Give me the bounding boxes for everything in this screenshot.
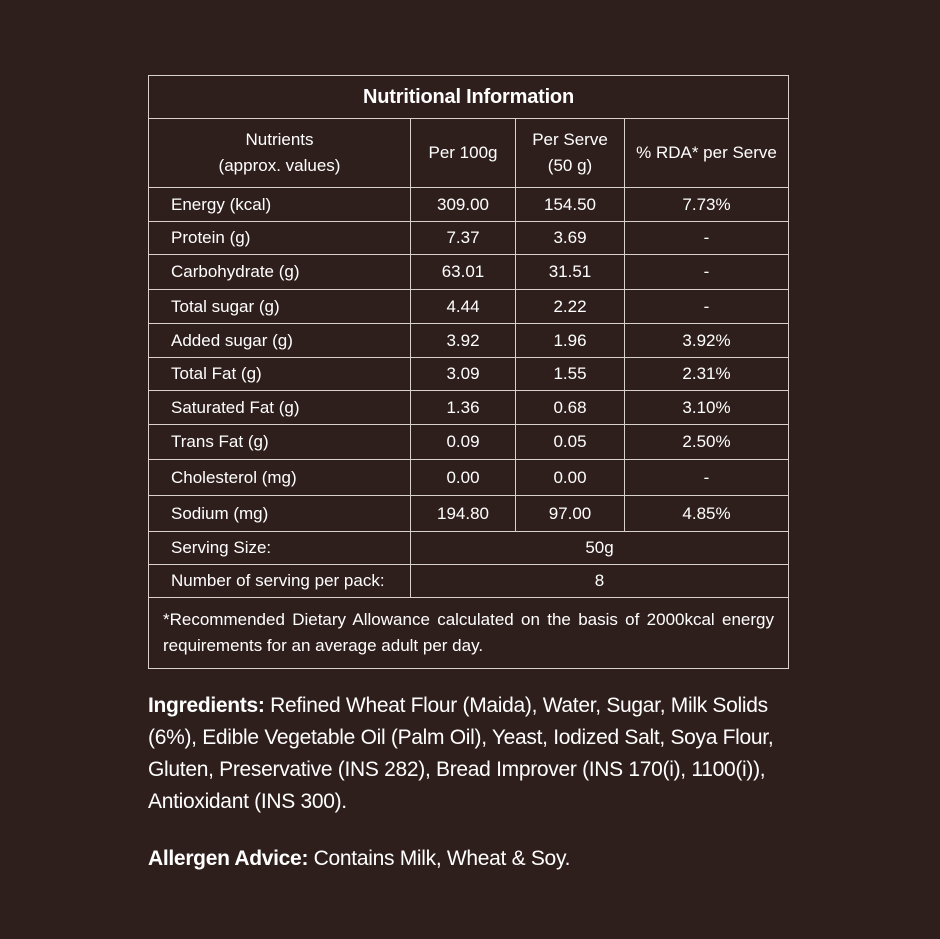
nutrient-name: Trans Fat (g) [149,425,411,460]
value-rda: 3.10% [625,391,789,425]
nutrient-name: Sodium (mg) [149,496,411,532]
nutrient-name: Energy (kcal) [149,188,411,222]
value-per-100g: 7.37 [411,222,516,255]
nutrient-name: Protein (g) [149,222,411,255]
value-per-serve: 0.68 [516,391,625,425]
value-per-100g: 309.00 [411,188,516,222]
nutrition-panel [148,75,788,669]
serving-size-row [149,532,789,565]
ingredients-text: Refined Wheat Flour (Maida), Water, Sugar, Milk Solids (6%), Edible Vegetable Oil (Palm Oil), Yeast, Iodized Salt, Soya Flour, Gluten, Preservative (INS 282), Bread Improver (INS 170(i), 1100(i)), Antioxidant (INS 300). [148,694,774,813]
nutrient-rows [149,188,789,532]
value-per-serve: 1.55 [516,358,625,391]
servings-per-pack-row [149,565,789,598]
value-rda: - [625,460,789,496]
rda-footnote: *Recommended Dietary Allowance calculated on the basis of 2000kcal energy requirements for an average adult per day. [149,598,789,669]
table-header-row [149,119,789,188]
allergen-paragraph [148,843,794,875]
table-title: Nutritional Information [149,76,789,119]
nutrient-name: Saturated Fat (g) [149,391,411,425]
footnote-row [149,598,789,669]
table-row [149,324,789,358]
header-nutrients-line2: (approx. values) [218,156,341,175]
allergen-label: Allergen Advice: [148,847,309,870]
value-per-serve: 154.50 [516,188,625,222]
table-row [149,255,789,290]
value-per-100g: 3.92 [411,324,516,358]
servings-per-pack-label: Number of serving per pack: [149,565,411,598]
table-title-row [149,76,789,119]
value-per-serve: 1.96 [516,324,625,358]
value-per-serve: 31.51 [516,255,625,290]
value-per-100g: 63.01 [411,255,516,290]
nutrient-name: Added sugar (g) [149,324,411,358]
value-rda: - [625,255,789,290]
value-rda: 4.85% [625,496,789,532]
value-rda: 3.92% [625,324,789,358]
value-rda: - [625,290,789,324]
ingredients-label: Ingredients: [148,694,265,717]
header-rda: % RDA* per Serve [625,119,789,188]
header-per-serve-line1: Per Serve [532,130,608,149]
header-per-100g: Per 100g [411,119,516,188]
value-per-100g: 1.36 [411,391,516,425]
table-row [149,290,789,324]
value-per-serve: 0.00 [516,460,625,496]
table-row [149,358,789,391]
value-per-100g: 3.09 [411,358,516,391]
value-per-100g: 4.44 [411,290,516,324]
value-rda: - [625,222,789,255]
table-row [149,425,789,460]
value-rda: 7.73% [625,188,789,222]
nutrient-name: Carbohydrate (g) [149,255,411,290]
table-row [149,496,789,532]
table-row [149,222,789,255]
serving-size-label: Serving Size: [149,532,411,565]
table-row [149,460,789,496]
ingredients-paragraph [148,690,794,818]
value-rda: 2.50% [625,425,789,460]
table-row [149,391,789,425]
header-nutrients-line1: Nutrients [245,130,314,149]
servings-per-pack-value: 8 [411,565,789,598]
value-per-serve: 0.05 [516,425,625,460]
header-nutrients [149,119,411,188]
nutrient-name: Cholesterol (mg) [149,460,411,496]
value-per-100g: 0.09 [411,425,516,460]
header-per-serve-line2: (50 g) [547,156,593,175]
value-rda: 2.31% [625,358,789,391]
value-per-serve: 2.22 [516,290,625,324]
nutrient-name: Total sugar (g) [149,290,411,324]
value-per-serve: 3.69 [516,222,625,255]
header-per-serve [516,119,625,188]
nutrient-name: Total Fat (g) [149,358,411,391]
allergen-text: Contains Milk, Wheat & Soy. [308,847,571,870]
value-per-100g: 194.80 [411,496,516,532]
value-per-serve: 97.00 [516,496,625,532]
value-per-100g: 0.00 [411,460,516,496]
serving-size-value: 50g [411,532,789,565]
table-row [149,188,789,222]
nutrition-table [148,75,789,669]
